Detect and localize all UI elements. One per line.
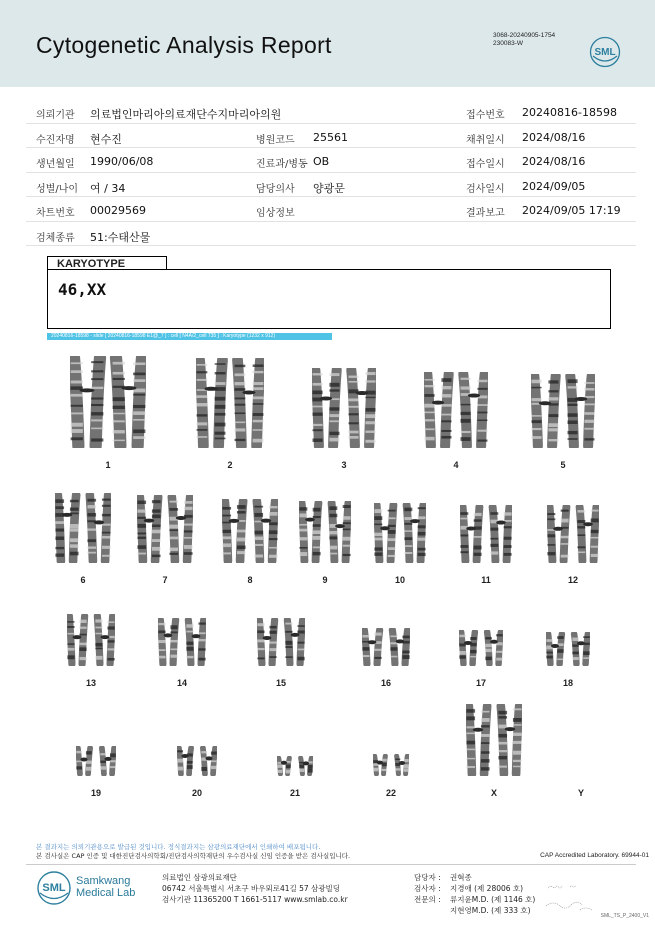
patient-info-table [26,99,636,246]
specialist-label: 전문의 : [414,895,441,904]
institution-label: 의뢰기관 [36,110,75,121]
karyogram [0,345,655,805]
chromosome-3-2 [349,370,376,446]
report-title: Cytogenetic Analysis Report [36,32,332,58]
specialist1: 류지윤M.D. (제 1146 호) [450,895,536,904]
chromosome-15-1 [257,620,276,664]
chromosome-6-2 [87,495,110,561]
chromosome-pair-14 [158,618,206,666]
chromosome-14-2 [186,620,205,664]
info-row-1 [26,99,636,124]
chromosome-7-1 [137,497,160,561]
chromosome-4-2 [461,374,488,446]
chromosome-9-1 [299,503,320,561]
dob-label: 생년월일 [36,159,75,170]
chromosome-13-1 [67,616,86,664]
chromosome-label-18: 18 [562,678,574,688]
chromosome-label-13: 13 [85,678,97,688]
samkwang-logo [36,870,72,906]
chromosome-X-2 [498,706,521,774]
receipt-no-label: 접수번호 [466,110,505,121]
chromosome-8-1 [222,501,245,561]
notice-line1: 본 결과지는 의뢰기관용으로 발급된 것입니다. 정식결과지는 삼광의료재단에서 인쇄하여 배포됩니다. [36,843,321,851]
chromosome-label-16: 16 [380,678,392,688]
info-row-5 [26,197,636,222]
document-id-line2: 230083-W [493,40,523,47]
chromosome-label-9: 9 [322,575,328,585]
chromosome-pair-7 [137,495,193,563]
specimen-label: 검체종류 [36,232,75,244]
org-name: 의료법인 삼광의료재단 [162,873,237,882]
chromosome-15-2 [285,620,304,664]
chromosome-8-2 [254,501,277,561]
staff-block [414,872,535,916]
chromosome-label-10: 10 [394,575,406,585]
signature [540,880,600,916]
chromosome-12-1 [547,507,568,561]
chromosome-22-1 [373,756,386,774]
tester-label: 검사자 : [414,884,441,893]
chromosome-pair-9 [299,501,351,563]
brand-line1: Samkwang [76,875,131,887]
dept-label: 진료과/병동 [256,159,308,170]
notice-line2: 본 검사실은 CAP 인증 및 대한진단검사의학회/진단검사의학재단의 우수검사실 신임 인증을 받은 검사실입니다. [36,852,351,860]
chromosome-label-5: 5 [560,460,566,470]
sex-age-value: 여 / 34 [90,181,126,195]
chromosome-label-X: X [490,788,498,798]
form-code: SML_TS_P_2400_V1 [600,913,649,919]
chromosome-10-2 [404,505,425,561]
received-label: 접수일시 [466,159,505,170]
chromosome-pair-1 [70,356,146,448]
brand-line2: Medical Lab [76,887,136,899]
chromosome-11-1 [460,507,481,561]
sml-logo-text: SML [594,47,616,58]
chromosome-label-Y: Y [577,788,585,798]
chromosome-18-2 [572,634,589,664]
chromosome-pair-8 [222,499,278,563]
chromosome-pair-16 [362,628,410,666]
chromosome-16-2 [390,630,409,664]
chromosome-pair-6 [55,493,111,563]
chromosome-label-12: 12 [567,575,579,585]
chromosome-pair-X [466,704,522,776]
chromosome-4-1 [425,374,452,446]
chromosome-21-1 [277,758,290,774]
chromosome-1-2 [113,358,146,446]
chromosome-21-2 [299,758,312,774]
chromosome-22-2 [395,756,408,774]
chromosome-14-1 [158,620,177,664]
chromosome-pair-10 [374,503,426,563]
chromosome-pair-4 [424,372,488,448]
receipt-no-value: 20240816-18598 [522,106,617,119]
brand-name [76,875,135,899]
collection-value: 2024/08/16 [522,130,586,144]
chromosome-pair-2 [196,358,264,448]
chromosome-2-2 [235,360,264,446]
manager-label: 담당자 : [414,873,441,882]
institution-value: 의료법인마리아의료재단수지마리아의원 [90,108,282,121]
clinical-label: 임상정보 [256,208,295,219]
chromosome-pair-18 [546,632,590,666]
chromosome-11-2 [490,507,511,561]
report-label: 결과보고 [466,208,505,219]
hospital-code-value: 25561 [313,130,348,144]
chromosome-label-21: 21 [289,788,301,798]
chromosome-17-1 [459,632,476,664]
chromosome-2-1 [197,360,226,446]
hospital-code-label: 병원코드 [256,134,295,146]
chromosome-3-1 [313,370,340,446]
info-row-3 [26,148,636,173]
document-id [493,32,555,48]
chromosome-pair-13 [67,614,115,666]
chromosome-pair-12 [547,505,599,563]
contact: 검사기관 11365200 T 1661-5117 www.smlab.co.kr [162,895,348,904]
chromosome-pair-20 [177,746,217,776]
chromosome-label-4: 4 [453,460,459,470]
chromosome-pair-21 [277,756,313,776]
specimen-value: 51:수태산물 [90,230,151,244]
cap-accreditation: CAP Accredited Laboratory. 69944-01 [540,852,649,859]
chromosome-pair-22 [373,754,409,776]
doctor-label: 담당의사 [256,183,295,195]
chromosome-X-1 [466,706,489,774]
specialist2: 지현영M.D. (제 333 호) [450,906,531,915]
chromosome-pair-19 [76,746,116,776]
chromosome-pair-15 [257,618,305,666]
info-row-2 [26,124,636,149]
slide-info-bar: 20240816-18598 - slide [ 20240816-18598 E1@_7 ] : cell [ N4A/2_cell 735 ] : Karyotype (1232 x 912) [47,333,332,340]
patient-value: 현수진 [90,132,122,146]
chromosome-20-1 [177,748,192,774]
chromosome-pair-17 [459,630,503,666]
chromosome-9-2 [329,503,350,561]
karyotype-heading: KARYOTYPE [47,256,167,269]
chromosome-6-1 [55,495,78,561]
chromosome-pair-5 [531,374,595,448]
manager: 권혁종 [450,873,472,882]
collection-label: 채취일시 [466,134,505,146]
address: 06742 서울특별시 서초구 바우뫼로41길 57 삼광빌딩 [162,884,341,893]
tester: 지경애 (제 28006 호) [450,884,524,893]
document-id-line1: 3068-20240905-1754 [493,32,556,39]
chromosome-18-1 [546,634,563,664]
chromosome-19-2 [100,748,115,774]
karyotype-result: 46,XX [58,280,107,299]
address-block [162,872,348,905]
chromosome-pair-3 [312,368,376,448]
chromosome-5-1 [532,376,559,446]
notice [36,843,350,861]
samkwang-logo-text: SML [42,882,66,894]
chromosome-pair-11 [460,505,512,563]
chromosome-label-2: 2 [227,460,233,470]
sml-logo [589,36,621,68]
chromosome-17-2 [485,632,502,664]
chromosome-label-14: 14 [176,678,188,688]
chromosome-label-17: 17 [475,678,487,688]
doctor-value: 양광문 [313,181,345,195]
tested-value: 2024/09/05 [522,179,586,193]
chromosome-label-3: 3 [341,460,347,470]
chromosome-19-1 [76,748,91,774]
chromosome-label-8: 8 [247,575,253,585]
received-value: 2024/08/16 [522,155,586,168]
chart-no-label: 차트번호 [36,208,75,219]
chart-no-value: 00029569 [90,204,146,217]
patient-label: 수진자명 [36,134,75,146]
chromosome-label-15: 15 [275,678,287,688]
tested-label: 검사일시 [466,183,505,195]
chromosome-label-1: 1 [105,460,111,470]
report-value: 2024/09/05 17:19 [522,204,621,217]
chromosome-label-6: 6 [80,575,86,585]
info-row-4 [26,173,636,198]
chromosome-5-2 [568,376,595,446]
sex-age-label: 성별/나이 [36,183,79,195]
chromosome-10-1 [374,505,395,561]
chromosome-1-1 [71,358,104,446]
chromosome-20-2 [201,748,216,774]
chromosome-label-22: 22 [385,788,397,798]
chromosome-label-19: 19 [90,788,102,798]
chromosome-label-7: 7 [162,575,168,585]
chromosome-label-20: 20 [191,788,203,798]
karyotype-result-box [47,269,611,329]
footer-divider [26,864,636,865]
chromosome-13-2 [95,616,114,664]
dob-value: 1990/06/08 [90,155,154,168]
chromosome-label-11: 11 [481,575,491,585]
info-row-6 [26,222,636,247]
chromosome-12-2 [577,507,598,561]
chromosome-7-2 [169,497,192,561]
dept-value: OB [313,155,330,168]
chromosome-16-1 [362,630,381,664]
